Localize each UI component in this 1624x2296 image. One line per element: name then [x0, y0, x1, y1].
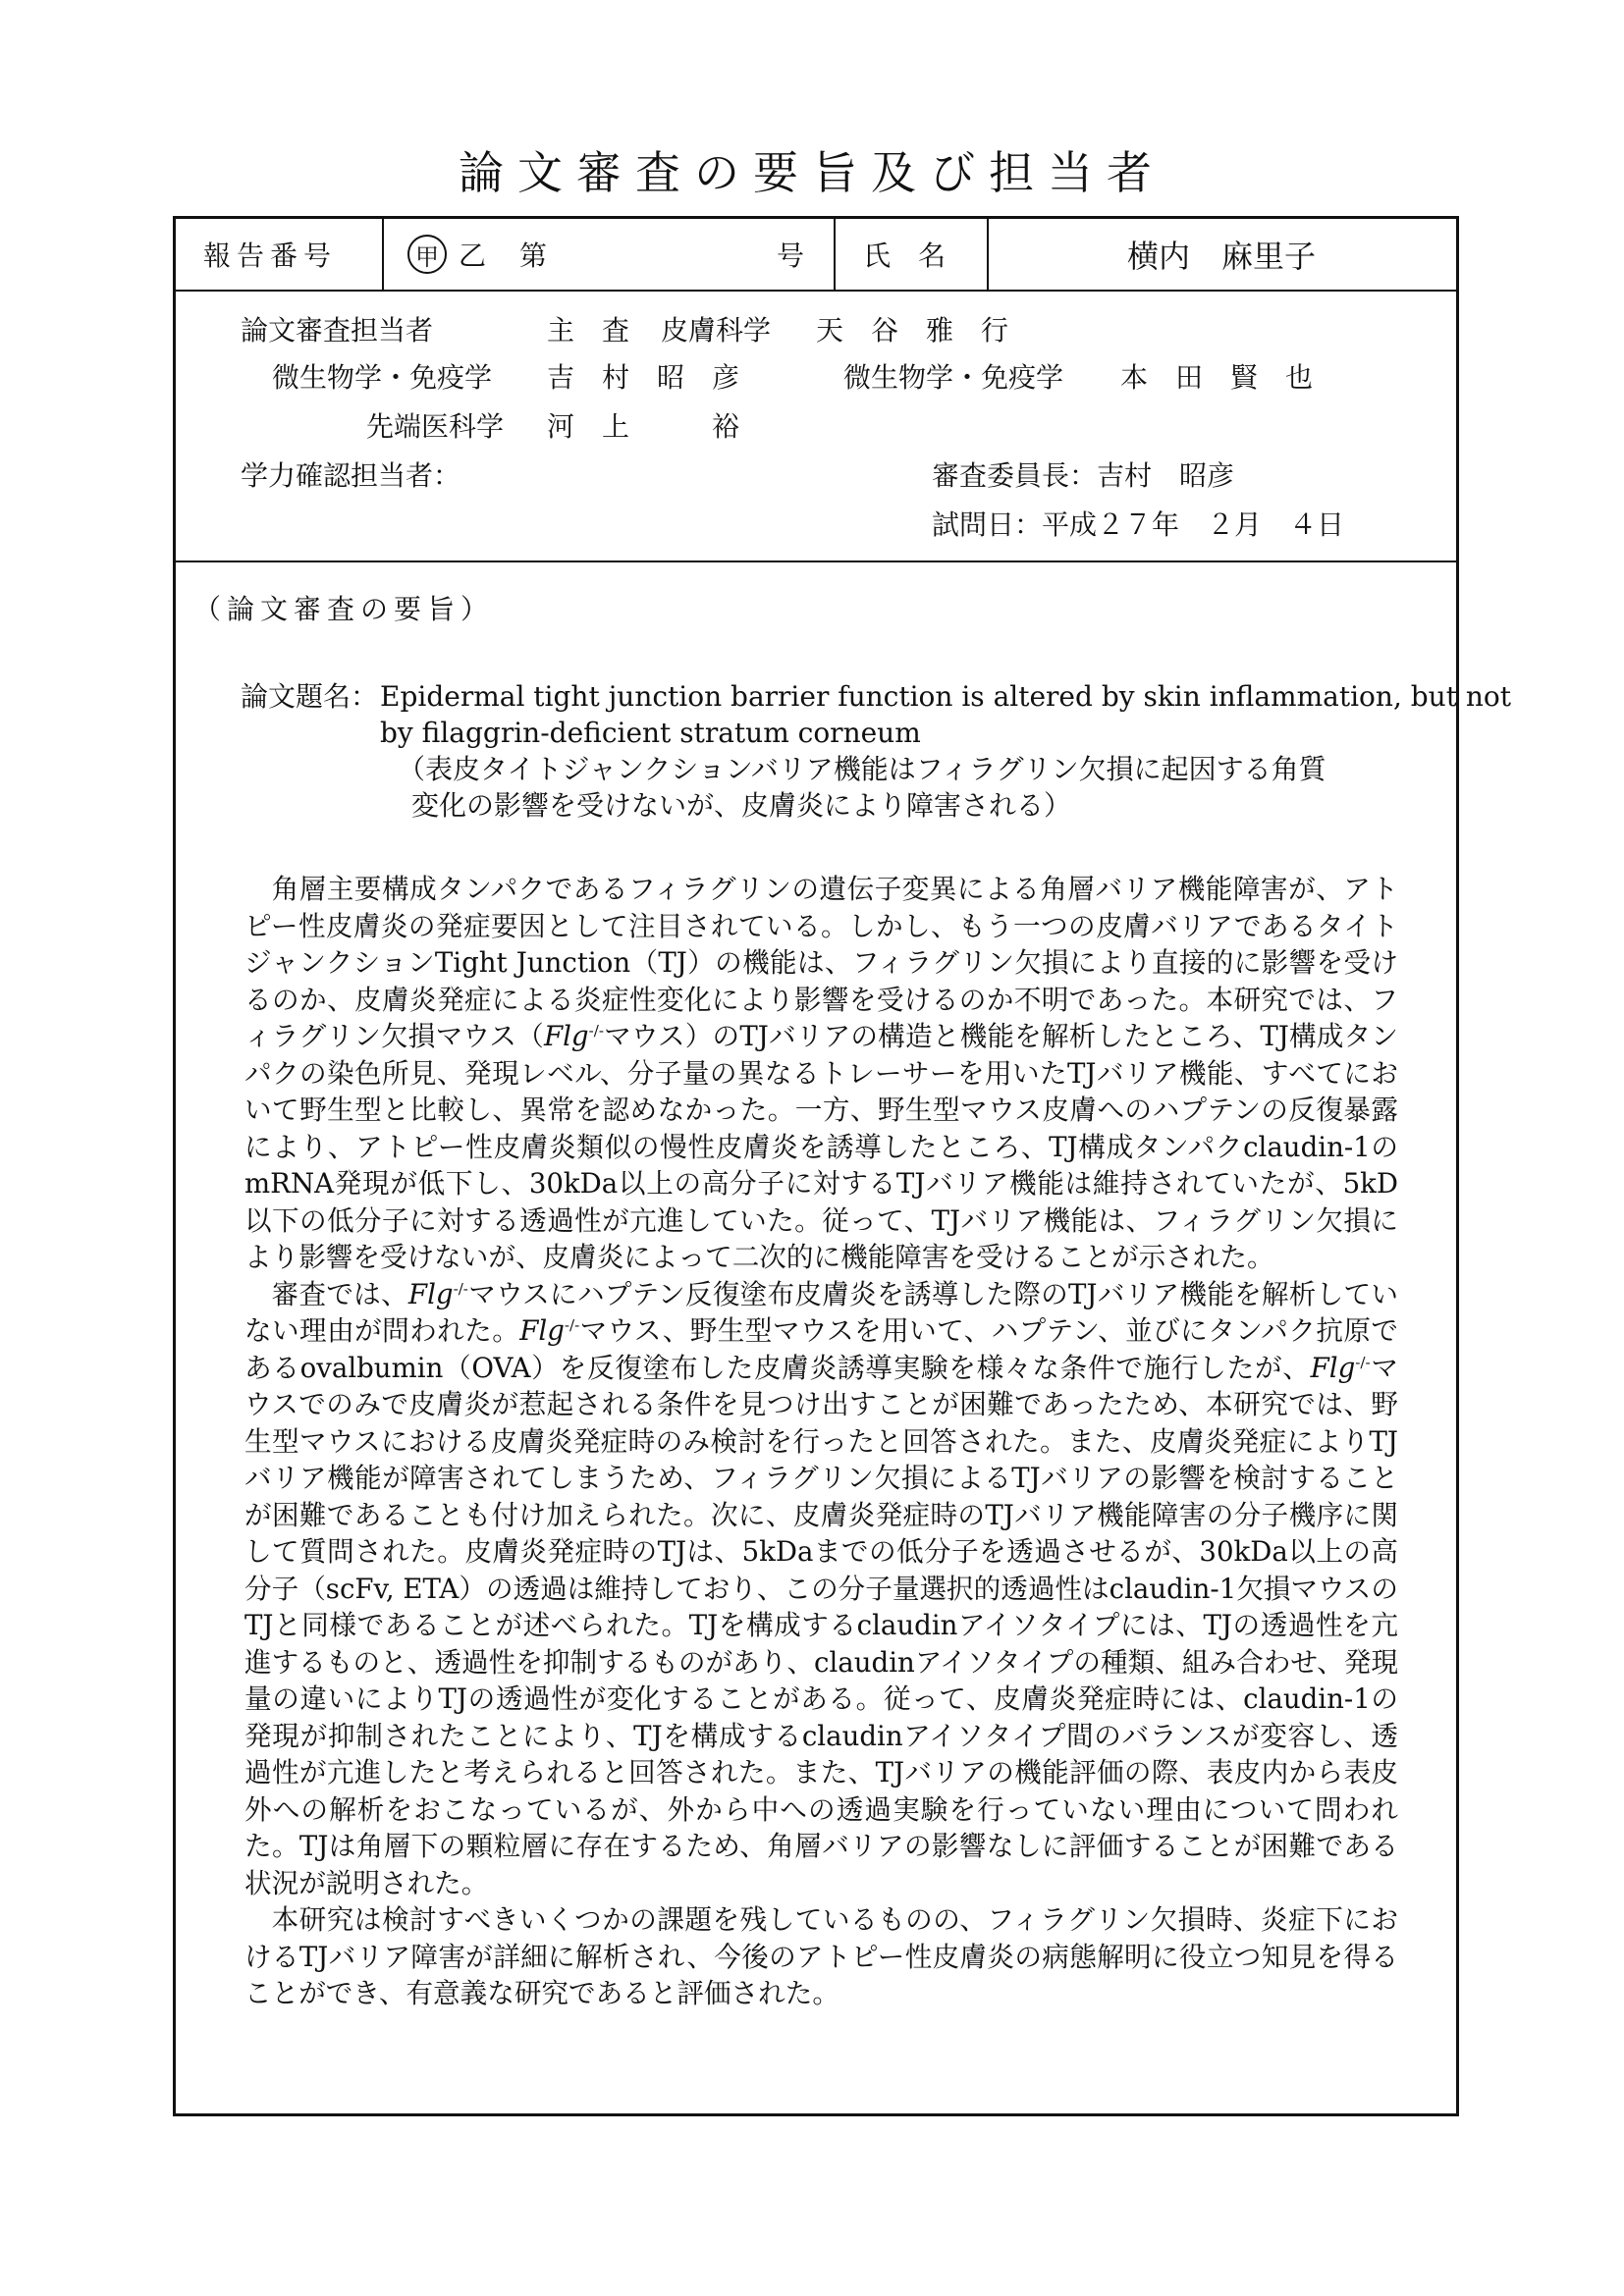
member3-dept: 先端医科学 [366, 410, 505, 443]
committee-chair: 審査委員長：吉村 昭彦 [932, 459, 1235, 492]
flg-superscript: -/- [453, 1279, 468, 1298]
flg-superscript: -/- [564, 1315, 580, 1334]
member1-dept: 微生物学・免疫学 [272, 361, 493, 394]
thesis-title-ja-1: （表皮タイトジャンクションバリア機能はフィラグリン欠損に起因する角質 [398, 753, 1326, 785]
paragraph-2: 審査では、Flg-/-マウスにハプテン反復塗布皮膚炎を誘導した際のTJバリア機能を解析していない理由が問われた。Flg-/-マウス、野生型マウスを用いて、ハプテン、並びにタンパク抗原であるovalbumin（OVA）を反復塗布した皮膚炎誘導実験を様々な条件で施行したが、Flg-/-マウスでのみで皮膚炎が惹起される条件を見つけ出すことが困難であったため、本研究では、野生型マウスにおける皮膚炎発症時のみ検討を行ったと回答された。また、皮膚炎発症によりTJバリア機能が障害されてしまうため、フィラグリン欠損によるTJバリアの影響を検討することが困難であることも付け加えられた。次に、皮膚炎発症時のTJバリア機能障害の分子機序に関して質問された。皮膚炎発症時のTJは、5kDaまでの低分子を透過させるが、30kDa以上の高分子（scFv, ETA）の透過は維持しており、この分子量選択的透過性はclaudin-1欠損マウスのTJと同様であることが述べられた。TJを構成するclaudinアイソタイプには、TJの透過性を亢進するものと、透過性を抑制するものがあり、claudinアイソタイプの種類、組み合わせ、発現量の違いによりTJの透過性が変化することがある。従って、皮膚炎発症時には、claudin-1の発現が抑制されたことにより、TJを構成するclaudinアイソタイプ間のバランスが変容し、透過性が亢進したと考えられると回答された。また、TJバリアの機能評価の際、表皮内から表皮外への解析をおこなっているが、外から中への透過実験を行っていない理由について問われた。TJは角層下の顆粒層に存在するため、角層バリアの影響なしに評価することが困難である状況が説明された。 [244, 1277, 1398, 1899]
section-divider [176, 561, 1456, 562]
flg-gene: Flg [543, 1020, 589, 1052]
report-type [407, 219, 604, 290]
thesis-title-ja-2: 変化の影響を受けないが、皮膚炎により障害される） [411, 789, 1072, 822]
member3-name: 河 上 裕 [547, 410, 740, 443]
section-heading: （論文審査の要旨） [193, 593, 495, 625]
exam-date: 試問日：平成２７年 ２月 ４日 [932, 508, 1345, 541]
flg-gene: Flg [1310, 1351, 1356, 1384]
member2-name: 本 田 賢 也 [1120, 361, 1314, 394]
review-form [173, 216, 1511, 2116]
chief-name: 天 谷 雅 行 [816, 314, 1009, 347]
paragraph-3: 本研究は検討すべきいくつかの課題を残しているものの、フィラグリン欠損時、炎症下におけるTJバリア障害が詳細に解析され、今後のアトピー性皮膚炎の病態解明に役立つ知見を得ることができ、有意義な研究であると評価された。 [244, 1903, 1398, 2009]
circled-kou: 甲 [407, 235, 447, 274]
thesis-title-en-1: Epidermal tight junction barrier function is altered by skin inflammation, but not [380, 680, 1511, 713]
name-label: 氏 名 [863, 240, 947, 272]
report-number-label: 報告番号 [203, 240, 338, 272]
thesis-title-en-2: by filaggrin-deficient stratum corneum [380, 717, 921, 749]
flg-gene: Flg [519, 1314, 565, 1347]
summary-body [244, 871, 1398, 2012]
flg-superscript: -/- [588, 1021, 604, 1040]
dai-label: 第 [519, 240, 548, 272]
page-title: 論文審査の要旨及び担当者 [459, 146, 1165, 199]
chief-role: 主 査 [547, 314, 630, 347]
otsu-label: 乙 [459, 240, 487, 272]
report-header-row [176, 219, 1456, 292]
chief-dept: 皮膚科学 [661, 314, 772, 347]
name-value: 横内 麻里子 [1126, 238, 1316, 275]
thesis-label: 論文題名： [241, 680, 379, 713]
flg-superscript: -/- [1355, 1353, 1371, 1371]
examiners-label: 論文審査担当者 [241, 314, 434, 347]
gou-label: 号 [777, 240, 805, 272]
paragraph-1: 角層主要構成タンパクであるフィラグリンの遺伝子変異による角層バリア機能障害が、アトピー性皮膚炎の発症要因として注目されている。しかし、もう一つの皮膚バリアであるタイトジャンクションTight Junction（TJ）の機能は、フィラグリン欠損により直接的に影響を受けるのか、皮膚炎発症による炎症性変化により影響を受けるのか不明であった。本研究では、フィラグリン欠損マウス（Flg-/-マウス）のTJバリアの構造と機能を解析したところ、TJ構成タンパクの染色所見、発現レベル、分子量の異なるトレーサーを用いたTJバリア機能、すべてにおいて野生型と比較し、異常を認めなかった。一方、野生型マウス皮膚へのハプテンの反復暴露により、アトピー性皮膚炎類似の慢性皮膚炎を誘導したところ、TJ構成タンパクclaudin-1のmRNA発現が低下し、30kDa以上の高分子に対するTJバリア機能は維持されていたが、5kD以下の低分子に対する透過性が亢進していた。従って、TJバリア機能は、フィラグリン欠損により影響を受けないが、皮膚炎によって二次的に機能障害を受けることが示された。 [244, 873, 1398, 1273]
member2-dept: 微生物学・免疫学 [843, 361, 1064, 394]
ability-confirm-label: 学力確認担当者： [241, 459, 461, 492]
member1-name: 吉 村 昭 彦 [547, 361, 740, 394]
flg-gene: Flg [407, 1277, 454, 1310]
